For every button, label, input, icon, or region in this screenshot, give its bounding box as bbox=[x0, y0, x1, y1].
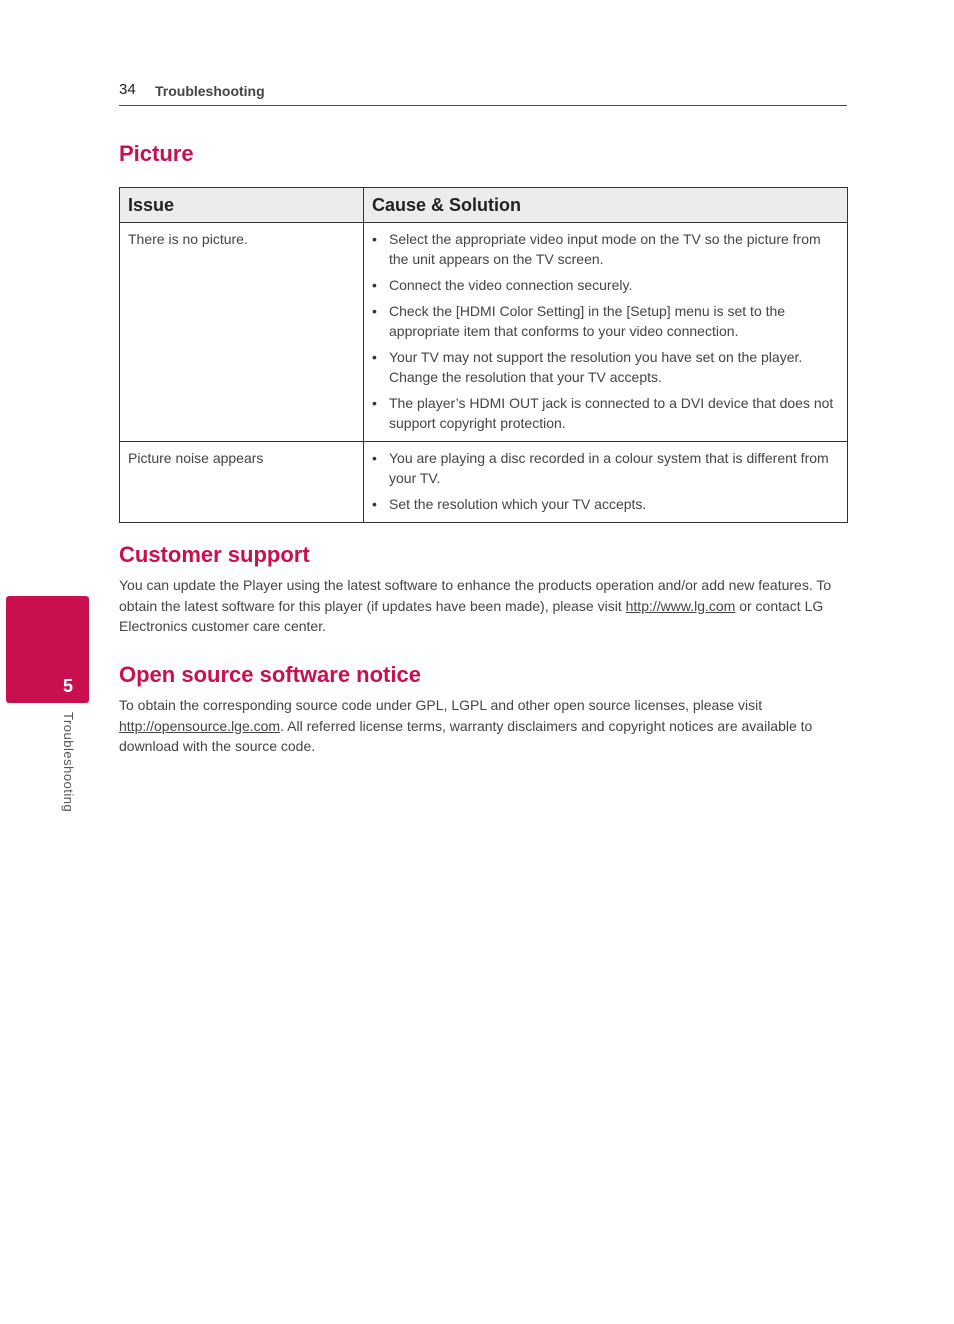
open-source-heading: Open source software notice bbox=[119, 662, 421, 687]
table-row bbox=[120, 442, 848, 523]
column-header-issue: Issue bbox=[120, 188, 364, 223]
cause-cell bbox=[364, 223, 848, 442]
customer-support-heading: Customer support bbox=[119, 542, 310, 567]
list-item: • Check the [HDMI Color Setting] in the [Setup] menu is set to the appropriate item that conforms to your video connection. bbox=[372, 301, 839, 341]
issue-cell: There is no picture. bbox=[120, 223, 364, 442]
troubleshooting-table bbox=[119, 187, 848, 523]
list-item: • You are playing a disc recorded in a colour system that is different from your TV. bbox=[372, 448, 839, 488]
chapter-side-label: Troubleshooting bbox=[61, 712, 76, 813]
page-header bbox=[119, 78, 847, 106]
customer-support-text-end: or contact LG Electronics customer care center. bbox=[119, 597, 824, 634]
picture-heading: Picture bbox=[119, 141, 194, 166]
issue-cell: Picture noise appears bbox=[120, 442, 364, 523]
page-number: 34 bbox=[119, 81, 136, 98]
table-row bbox=[120, 223, 848, 442]
list-item: • The player’s HDMI OUT jack is connected to a DVI device that does not support copyright protection. bbox=[372, 393, 839, 433]
cause-list bbox=[372, 448, 839, 514]
chapter-number: 5 bbox=[63, 676, 74, 696]
list-item: • Your TV may not support the resolution you have set on the player. Change the resolution that your TV accepts. bbox=[372, 347, 839, 387]
list-item: • Set the resolution which your TV accepts. bbox=[372, 494, 839, 514]
list-item: • Connect the video connection securely. bbox=[372, 275, 839, 295]
open-source-text-end: . All referred license terms, warranty disclaimers and copyright notices are available to download with the source code. bbox=[119, 717, 813, 754]
open-source-text: To obtain the corresponding source code under GPL, LGPL and other open source licenses, please visit bbox=[119, 697, 763, 713]
customer-support-paragraph bbox=[119, 575, 839, 637]
lg-website-link[interactable]: http://www.lg.com bbox=[625, 597, 736, 614]
cause-list bbox=[372, 229, 839, 433]
chapter-tab bbox=[6, 596, 89, 703]
column-header-cause-solution: Cause & Solution bbox=[364, 188, 848, 223]
cause-cell bbox=[364, 442, 848, 523]
open-source-paragraph bbox=[119, 695, 839, 757]
list-item: • Select the appropriate video input mode on the TV so the picture from the unit appears on the TV screen. bbox=[372, 229, 839, 269]
opensource-website-link[interactable]: http://opensource.lge.com bbox=[119, 717, 281, 734]
header-section-title: Troubleshooting bbox=[155, 83, 265, 99]
table-header-row bbox=[120, 188, 848, 223]
customer-support-text: You can update the Player using the latest software to enhance the products operation and/or add new features. To obtain the latest software for this player (if updates have been made), please visit bbox=[119, 577, 832, 614]
